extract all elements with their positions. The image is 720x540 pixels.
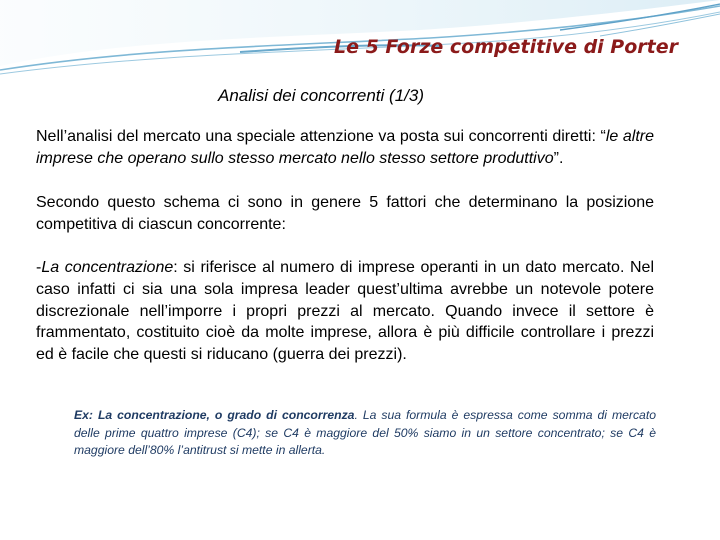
intro-quote: le altre imprese che operano sullo stesso mercato nello stesso settore produttivo <box>36 128 655 167</box>
example-text: . La sua formula è espressa come somma di mercato delle prime quattro imprese (C4); se C4 è maggiore del 50% siamo in un settore concentrato; se C4 è maggiore dell’80% l’antitrust si mette in allerta. <box>74 408 656 457</box>
paragraph-schema: Secondo questo schema ci sono in genere 5 fattori che determinano la posizione competitiva di ciascun concorrente: <box>36 194 654 233</box>
paragraph-intro <box>36 126 654 170</box>
concentrazione-term: La concentrazione <box>41 259 174 276</box>
concentrazione-dash: - <box>36 259 42 276</box>
intro-text-a: Nell’analisi del mercato una speciale attenzione va posta sui concorrenti diretti: “ <box>36 128 606 145</box>
paragraph-concentrazione <box>36 257 654 366</box>
example-label: Ex: La concentrazione, o grado di concorrenza <box>74 408 355 422</box>
slide-subtitle: Analisi dei concorrenti (1/3) <box>218 86 424 105</box>
slide-title: Le 5 Forze competitive di Porter <box>333 36 678 58</box>
example-note <box>74 407 656 460</box>
intro-text-b: ”. <box>553 149 564 167</box>
concentrazione-text: : si riferisce al numero di imprese operanti in un dato mercato. Nel caso infatti ci sia una sola impresa leader quest’ultima avrebbe un notevole potere discrezionale nell’imporre i propri prezzi al mercato. Quando invece il settore è frammentato, costituito cioè da molte imprese, allora è più difficile controllare i prezzi ed è facile che questi si riducano (guerra dei prezzi). <box>36 259 654 364</box>
